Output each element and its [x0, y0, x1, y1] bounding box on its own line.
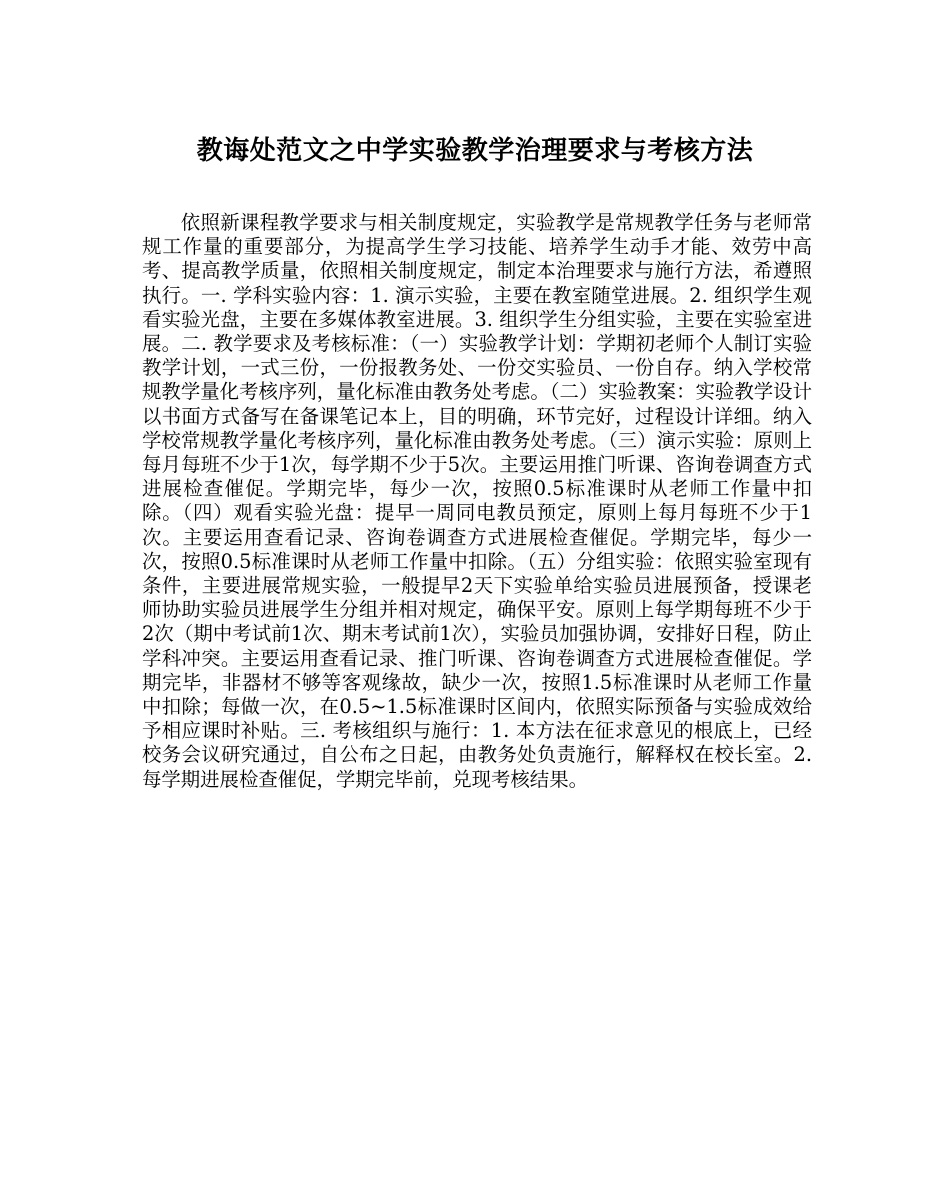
document-body: 依照新课程教学要求与相关制度规定，实验教学是常规教学任务与老师常规工作量的重要部分，为提高学生学习技能、培养学生动手才能、效劳中高考、提高教学质量，依照相关制度规定，制定本治理要求与施行方法，希遵照执行。一. 学科实验内容：1. 演示实验，主要在教室随堂进展。2. 组织学生观看实验光盘，主要在多媒体教室进展。3. 组织学生分组实验，主要在实验室进展。二. 教学要求及考核标准：（一）实验教学计划：学期初老师个人制订实验教学计划，一式三份，一份报教务处、一份交实验员、一份自存。纳入学校常规教学量化考核序列，量化标准由教务处考虑。（二）实验教案：实验教学设计以书面方式备写在备课笔记本上，目的明确，环节完好，过程设计详细。纳入学校常规教学量化考核序列，量化标准由教务处考虑。（三）演示实验：原则上每月每班不少于1次，每学期不少于5次。主要运用推门听课、咨询卷调查方式进展检查催促。学期完毕，每少一次，按照0.5标准课时从老师工作量中扣除。（四）观看实验光盘：提早一周同电教员预定，原则上每月每班不少于1次。主要运用查看记录、咨询卷调查方式进展检查催促。学期完毕，每少一次，按照0.5标准课时从老师工作量中扣除。（五）分组实验：依照实验室现有条件，主要进展常规实验，一般提早2天下实验单给实验员进展预备，授课老师协助实验员进展学生分组并相对规定，确保平安。原则上每学期每班不少于2次（期中考试前1次、期末考试前1次），实验员加强协调，安排好日程，防止学科冲突。主要运用查看记录、推门听课、咨询卷调查方式进展检查催促。学期完毕，非器材不够等客观缘故，缺少一次，按照1.5标准课时从老师工作量中扣除；每做一次，在0.5~1.5标准课时区间内，依照实际预备与实验成效给予相应课时补贴。三. 考核组织与施行：1. 本方法在征求意见的根底上，已经校务会议研究通过，自公布之日起，由教务处负责施行，解释权在校长室。2. 每学期进展检查催促，学期完毕前，兑现考核结果。 [142, 211, 812, 791]
document-title: 教诲处范文之中学实验教学治理要求与考核方法 [196, 136, 754, 166]
